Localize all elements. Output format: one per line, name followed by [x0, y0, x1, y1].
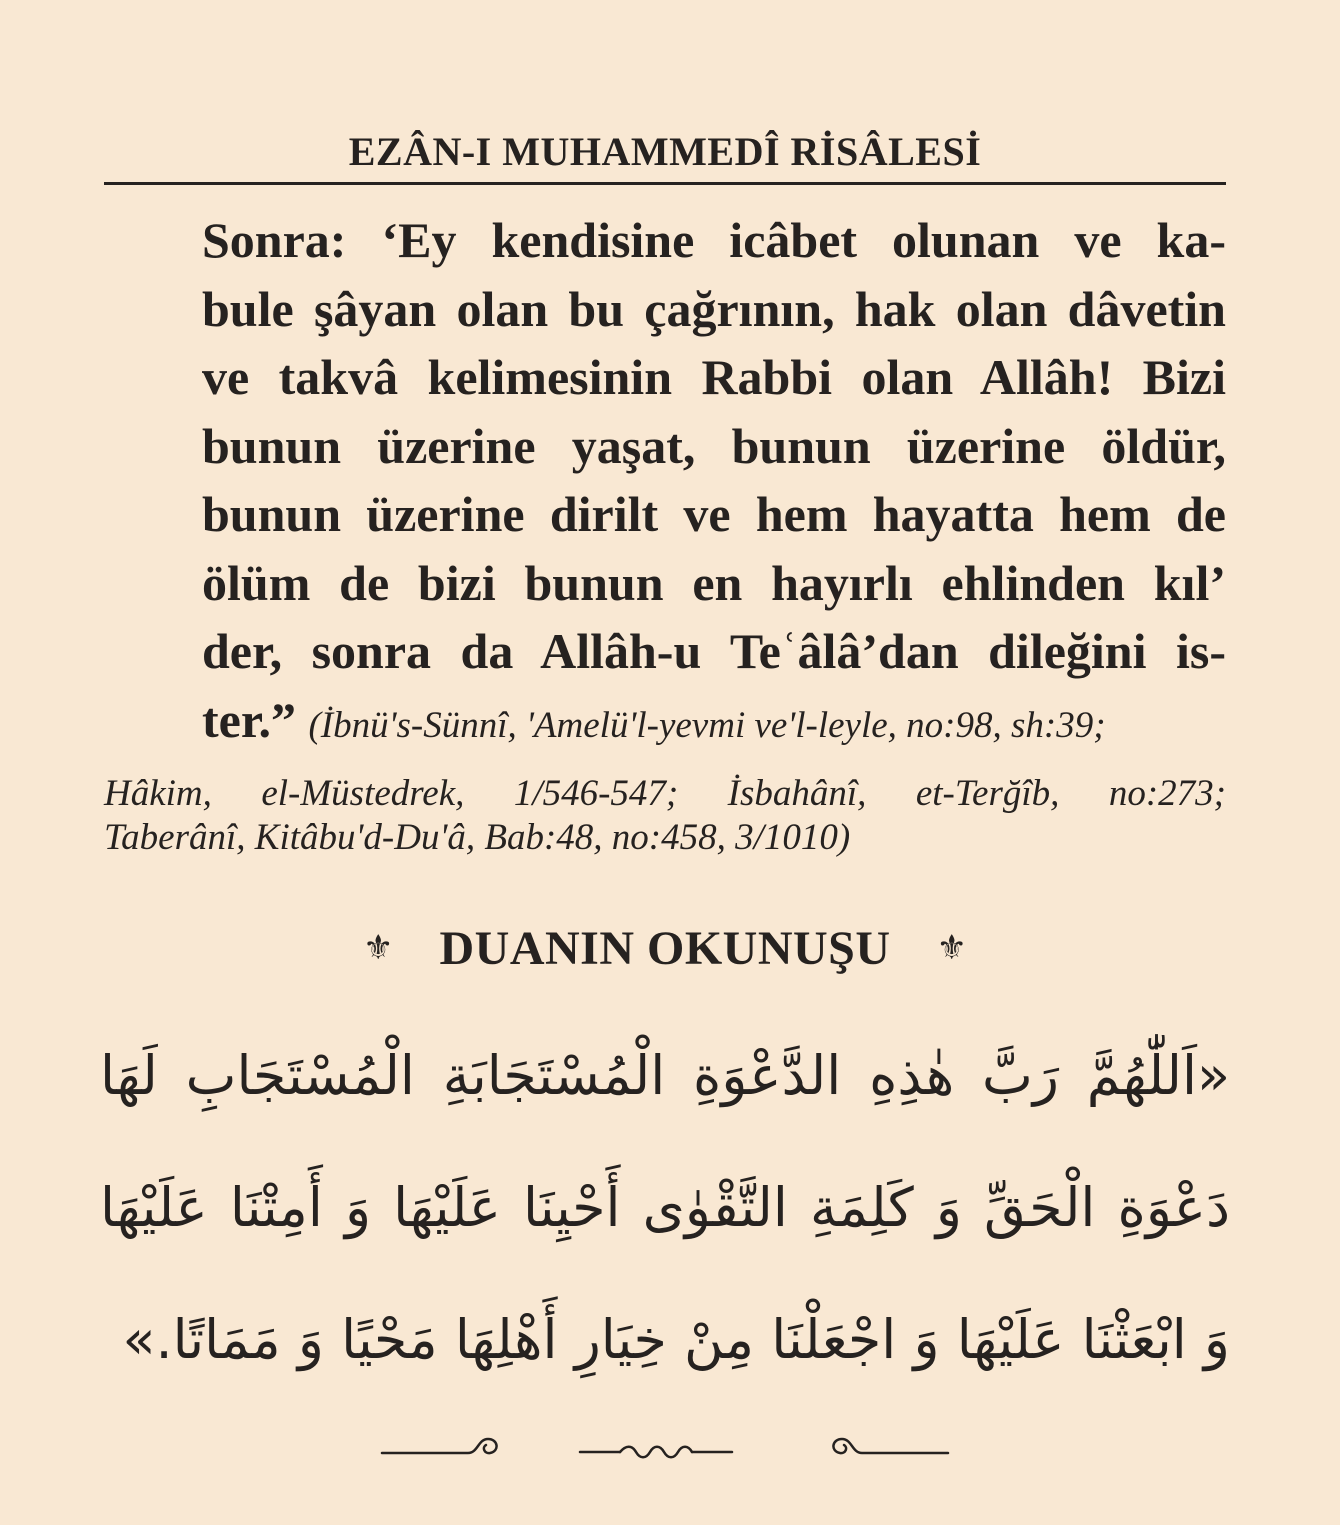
body-line: der, sonra da Allâh-u Teʿâlâ’dan dileğini is- [202, 623, 1226, 679]
body-line: bunun üzerine yaşat, bunun üzerine öldür, [202, 417, 1226, 474]
section-heading [280, 918, 1050, 978]
body-line-final [104, 686, 1226, 761]
header-rule [104, 182, 1226, 185]
citation-line: Hâkim, el-Müstedrek, 1/546-547; İsbahânî, et-Terğîb, no:273; [104, 773, 1226, 814]
arabic-line: «اَللّٰهُمَّ رَبَّ هٰذِهِ الدَّعْوَةِ الْمُسْتَجَابَةِ الْمُسْتَجَابِ لَهَا [100, 1044, 1230, 1107]
citation-start: (İbnü's-Sünnî, 'Amelü'l-yevmi ve'l-leyle, no:98, sh:39; [308, 704, 1106, 746]
body-line: bunun üzerine dirilt ve hem hayatta hem de [202, 486, 1226, 542]
arabic-line: وَ ابْعَثْنَا عَلَيْهَا وَ اجْعَلْنَا مِنْ خِيَارِ أَهْلِهَا مَحْيًا وَ مَمَاتًا.» [122, 1308, 1230, 1371]
body-line: ve takvâ kelimesinin Rabbi olan Allâh! Bizi [202, 349, 1226, 405]
fleuron-left-icon: ⚜ [363, 928, 394, 968]
body-paragraph [104, 206, 1226, 760]
citation-block [104, 772, 1226, 860]
divider-ornament-icon [380, 1425, 950, 1475]
citation-line: Taberânî, Kitâbu'd-Du'â, Bab:48, no:458, 3/1010) [104, 817, 851, 858]
arabic-line: دَعْوَةِ الْحَقِّ وَ كَلِمَةِ التَّقْوٰى أَحْيِنَا عَلَيْهَا وَ أَمِتْنَا عَلَيْهَا [100, 1176, 1230, 1239]
body-line: Sonra: ‘Ey kendisine icâbet olunan ve ka- [202, 212, 1226, 268]
body-line: ölüm de bizi bunun en hayırlı ehlinden kıl’ [202, 554, 1226, 611]
running-title: EZÂN-I MUHAMMEDÎ RİSÂLESİ [348, 129, 982, 174]
body-line: bule şâyan olan bu çağrının, hak olan dâvetin [202, 280, 1226, 337]
fleuron-right-icon: ⚜ [936, 928, 967, 968]
arabic-prayer [100, 1010, 1230, 1406]
body-closing-text: ter.” [202, 691, 296, 748]
section-title: DUANIN OKUNUŞU [439, 921, 891, 975]
